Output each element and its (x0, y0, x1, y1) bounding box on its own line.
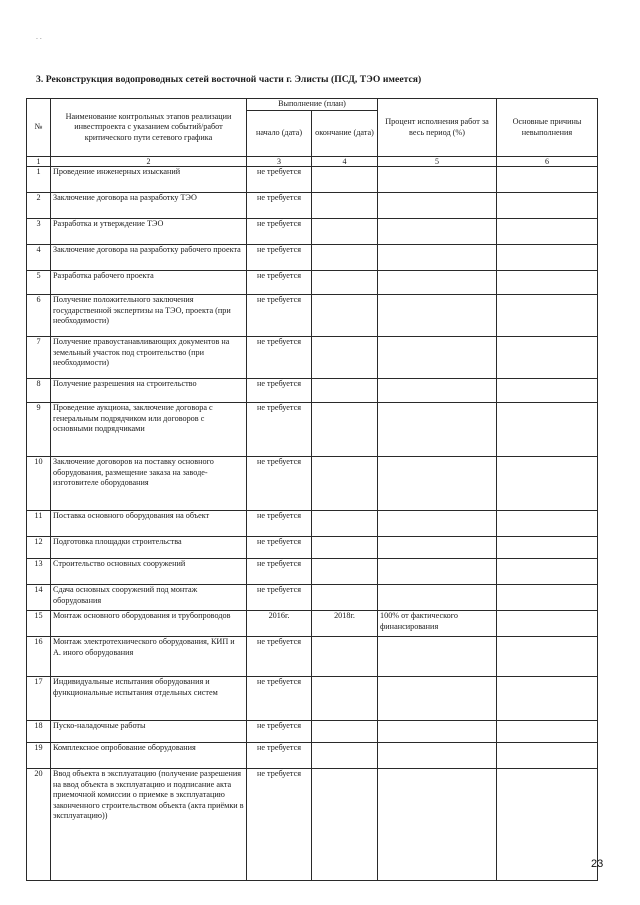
completion-percent (378, 167, 497, 193)
work-description: Монтаж основного оборудования и трубопроводов (51, 611, 247, 637)
header-percent: Процент исполнения работ за весь период (%) (378, 99, 497, 157)
table-row (27, 167, 598, 193)
non-completion-reason (497, 245, 598, 271)
end-date (312, 743, 378, 769)
completion-percent (378, 637, 497, 677)
row-number: 7 (27, 337, 51, 379)
completion-percent (378, 511, 497, 537)
work-description: Комплексное опробование оборудования (51, 743, 247, 769)
start-date: не требуется (247, 271, 312, 295)
end-date (312, 271, 378, 295)
completion-percent (378, 245, 497, 271)
non-completion-reason (497, 403, 598, 457)
start-date: не требуется (247, 219, 312, 245)
work-description: Проведение инженерных изысканий (51, 167, 247, 193)
row-number: 3 (27, 219, 51, 245)
table-row (27, 193, 598, 219)
non-completion-reason (497, 559, 598, 585)
start-date: не требуется (247, 721, 312, 743)
table-row (27, 637, 598, 677)
column-index: 6 (497, 157, 598, 167)
end-date (312, 245, 378, 271)
marginal-mark: . . (36, 34, 42, 41)
table-row (27, 511, 598, 537)
section-title: 3. Реконструкция водопроводных сетей восточной части г. Элисты (ПСД, ТЭО имеется) (36, 74, 422, 85)
table-row (27, 379, 598, 403)
non-completion-reason (497, 537, 598, 559)
work-description: Пуско-наладочные работы (51, 721, 247, 743)
row-number: 6 (27, 295, 51, 337)
work-description: Монтаж электротехнического оборудования, КИП и А. иного оборудования (51, 637, 247, 677)
start-date: не требуется (247, 245, 312, 271)
row-number: 9 (27, 403, 51, 457)
completion-percent (378, 677, 497, 721)
non-completion-reason (497, 457, 598, 511)
header-execution: Выполнение (план) (247, 99, 378, 111)
column-index-row (27, 157, 598, 167)
completion-percent (378, 193, 497, 219)
end-date (312, 559, 378, 585)
completion-percent (378, 295, 497, 337)
row-number: 18 (27, 721, 51, 743)
table-row (27, 295, 598, 337)
row-number: 16 (27, 637, 51, 677)
end-date: 2018г. (312, 611, 378, 637)
completion-percent (378, 271, 497, 295)
table-row (27, 677, 598, 721)
table-row (27, 219, 598, 245)
end-date (312, 457, 378, 511)
column-index: 1 (27, 157, 51, 167)
start-date: не требуется (247, 457, 312, 511)
milestones-table (26, 98, 598, 881)
table-row (27, 271, 598, 295)
completion-percent (378, 219, 497, 245)
work-description: Разработка рабочего проекта (51, 271, 247, 295)
end-date (312, 721, 378, 743)
column-index: 5 (378, 157, 497, 167)
non-completion-reason (497, 743, 598, 769)
end-date (312, 585, 378, 611)
start-date: не требуется (247, 637, 312, 677)
start-date: не требуется (247, 585, 312, 611)
completion-percent (378, 585, 497, 611)
end-date (312, 403, 378, 457)
work-description: Строительство основных сооружений (51, 559, 247, 585)
row-number: 4 (27, 245, 51, 271)
work-description: Получение положительного заключения государственной экспертизы на ТЭО, проекта (при необходимости) (51, 295, 247, 337)
start-date: не требуется (247, 193, 312, 219)
row-number: 11 (27, 511, 51, 537)
completion-percent: 100% от фактического финансирования (378, 611, 497, 637)
completion-percent (378, 743, 497, 769)
table-row (27, 537, 598, 559)
row-number: 2 (27, 193, 51, 219)
table-row (27, 585, 598, 611)
column-index: 4 (312, 157, 378, 167)
completion-percent (378, 337, 497, 379)
end-date (312, 167, 378, 193)
start-date: не требуется (247, 337, 312, 379)
row-number: 17 (27, 677, 51, 721)
end-date (312, 337, 378, 379)
table-row (27, 721, 598, 743)
completion-percent (378, 769, 497, 881)
row-number: 14 (27, 585, 51, 611)
work-description: Получение разрешения на строительство (51, 379, 247, 403)
start-date: не требуется (247, 537, 312, 559)
end-date (312, 295, 378, 337)
start-date: не требуется (247, 769, 312, 881)
non-completion-reason (497, 611, 598, 637)
non-completion-reason (497, 219, 598, 245)
row-number: 12 (27, 537, 51, 559)
table-row (27, 245, 598, 271)
end-date (312, 769, 378, 881)
completion-percent (378, 721, 497, 743)
work-description: Заключение договора на разработку рабочего проекта (51, 245, 247, 271)
end-date (312, 193, 378, 219)
row-number: 10 (27, 457, 51, 511)
start-date: не требуется (247, 677, 312, 721)
work-description: Разработка и утверждение ТЭО (51, 219, 247, 245)
non-completion-reason (497, 677, 598, 721)
row-number: 5 (27, 271, 51, 295)
row-number: 13 (27, 559, 51, 585)
completion-percent (378, 403, 497, 457)
completion-percent (378, 457, 497, 511)
non-completion-reason (497, 637, 598, 677)
header-reasons: Основные причины невыполнения (497, 99, 598, 157)
end-date (312, 677, 378, 721)
work-description: Получение правоустанавливающих документов на земельный участок под строительство (при необходимости) (51, 337, 247, 379)
work-description: Заключение договора на разработку ТЭО (51, 193, 247, 219)
table-row (27, 559, 598, 585)
column-index: 3 (247, 157, 312, 167)
work-description: Индивидуальные испытания оборудования и функциональные испытания отдельных систем (51, 677, 247, 721)
start-date: 2016г. (247, 611, 312, 637)
non-completion-reason (497, 271, 598, 295)
header-num: № (27, 99, 51, 157)
non-completion-reason (497, 337, 598, 379)
row-number: 1 (27, 167, 51, 193)
header-work: Наименование контрольных этапов реализации инвестпроекта с указанием событий/работ критического пути сетевого графика (51, 99, 247, 157)
work-description: Подготовка площадки строительства (51, 537, 247, 559)
end-date (312, 379, 378, 403)
work-description: Проведение аукциона, заключение договора с генеральным подрядчиком или договоров с основными подрядчиками (51, 403, 247, 457)
completion-percent (378, 379, 497, 403)
end-date (312, 511, 378, 537)
table-row (27, 611, 598, 637)
completion-percent (378, 559, 497, 585)
completion-percent (378, 537, 497, 559)
non-completion-reason (497, 167, 598, 193)
non-completion-reason (497, 585, 598, 611)
non-completion-reason (497, 295, 598, 337)
end-date (312, 537, 378, 559)
table-row (27, 457, 598, 511)
non-completion-reason (497, 379, 598, 403)
work-description: Сдача основных сооружений под монтаж оборудования (51, 585, 247, 611)
non-completion-reason (497, 193, 598, 219)
row-number: 19 (27, 743, 51, 769)
start-date: не требуется (247, 379, 312, 403)
start-date: не требуется (247, 295, 312, 337)
start-date: не требуется (247, 403, 312, 457)
end-date (312, 637, 378, 677)
table-row (27, 743, 598, 769)
start-date: не требуется (247, 559, 312, 585)
header-end: окончание (дата) (312, 111, 378, 157)
work-description: Ввод объекта в эксплуатацию (получение разрешения на ввод объекта в эксплуатацию и подписание акта приемочной комиссии о приемке в эксплуатацию законченного строительством объекта (акта приёмки в эксплуатацию)) (51, 769, 247, 881)
work-description: Заключение договоров на поставку основного оборудования, размещение заказа на заводе-изготовителе оборудования (51, 457, 247, 511)
start-date: не требуется (247, 167, 312, 193)
table-row (27, 769, 598, 881)
non-completion-reason (497, 769, 598, 881)
row-number: 15 (27, 611, 51, 637)
start-date: не требуется (247, 743, 312, 769)
row-number: 20 (27, 769, 51, 881)
non-completion-reason (497, 721, 598, 743)
table-row (27, 403, 598, 457)
end-date (312, 219, 378, 245)
header-start: начало (дата) (247, 111, 312, 157)
column-index: 2 (51, 157, 247, 167)
non-completion-reason (497, 511, 598, 537)
page-number: 23 (591, 858, 604, 870)
work-description: Поставка основного оборудования на объект (51, 511, 247, 537)
row-number: 8 (27, 379, 51, 403)
start-date: не требуется (247, 511, 312, 537)
table-row (27, 337, 598, 379)
